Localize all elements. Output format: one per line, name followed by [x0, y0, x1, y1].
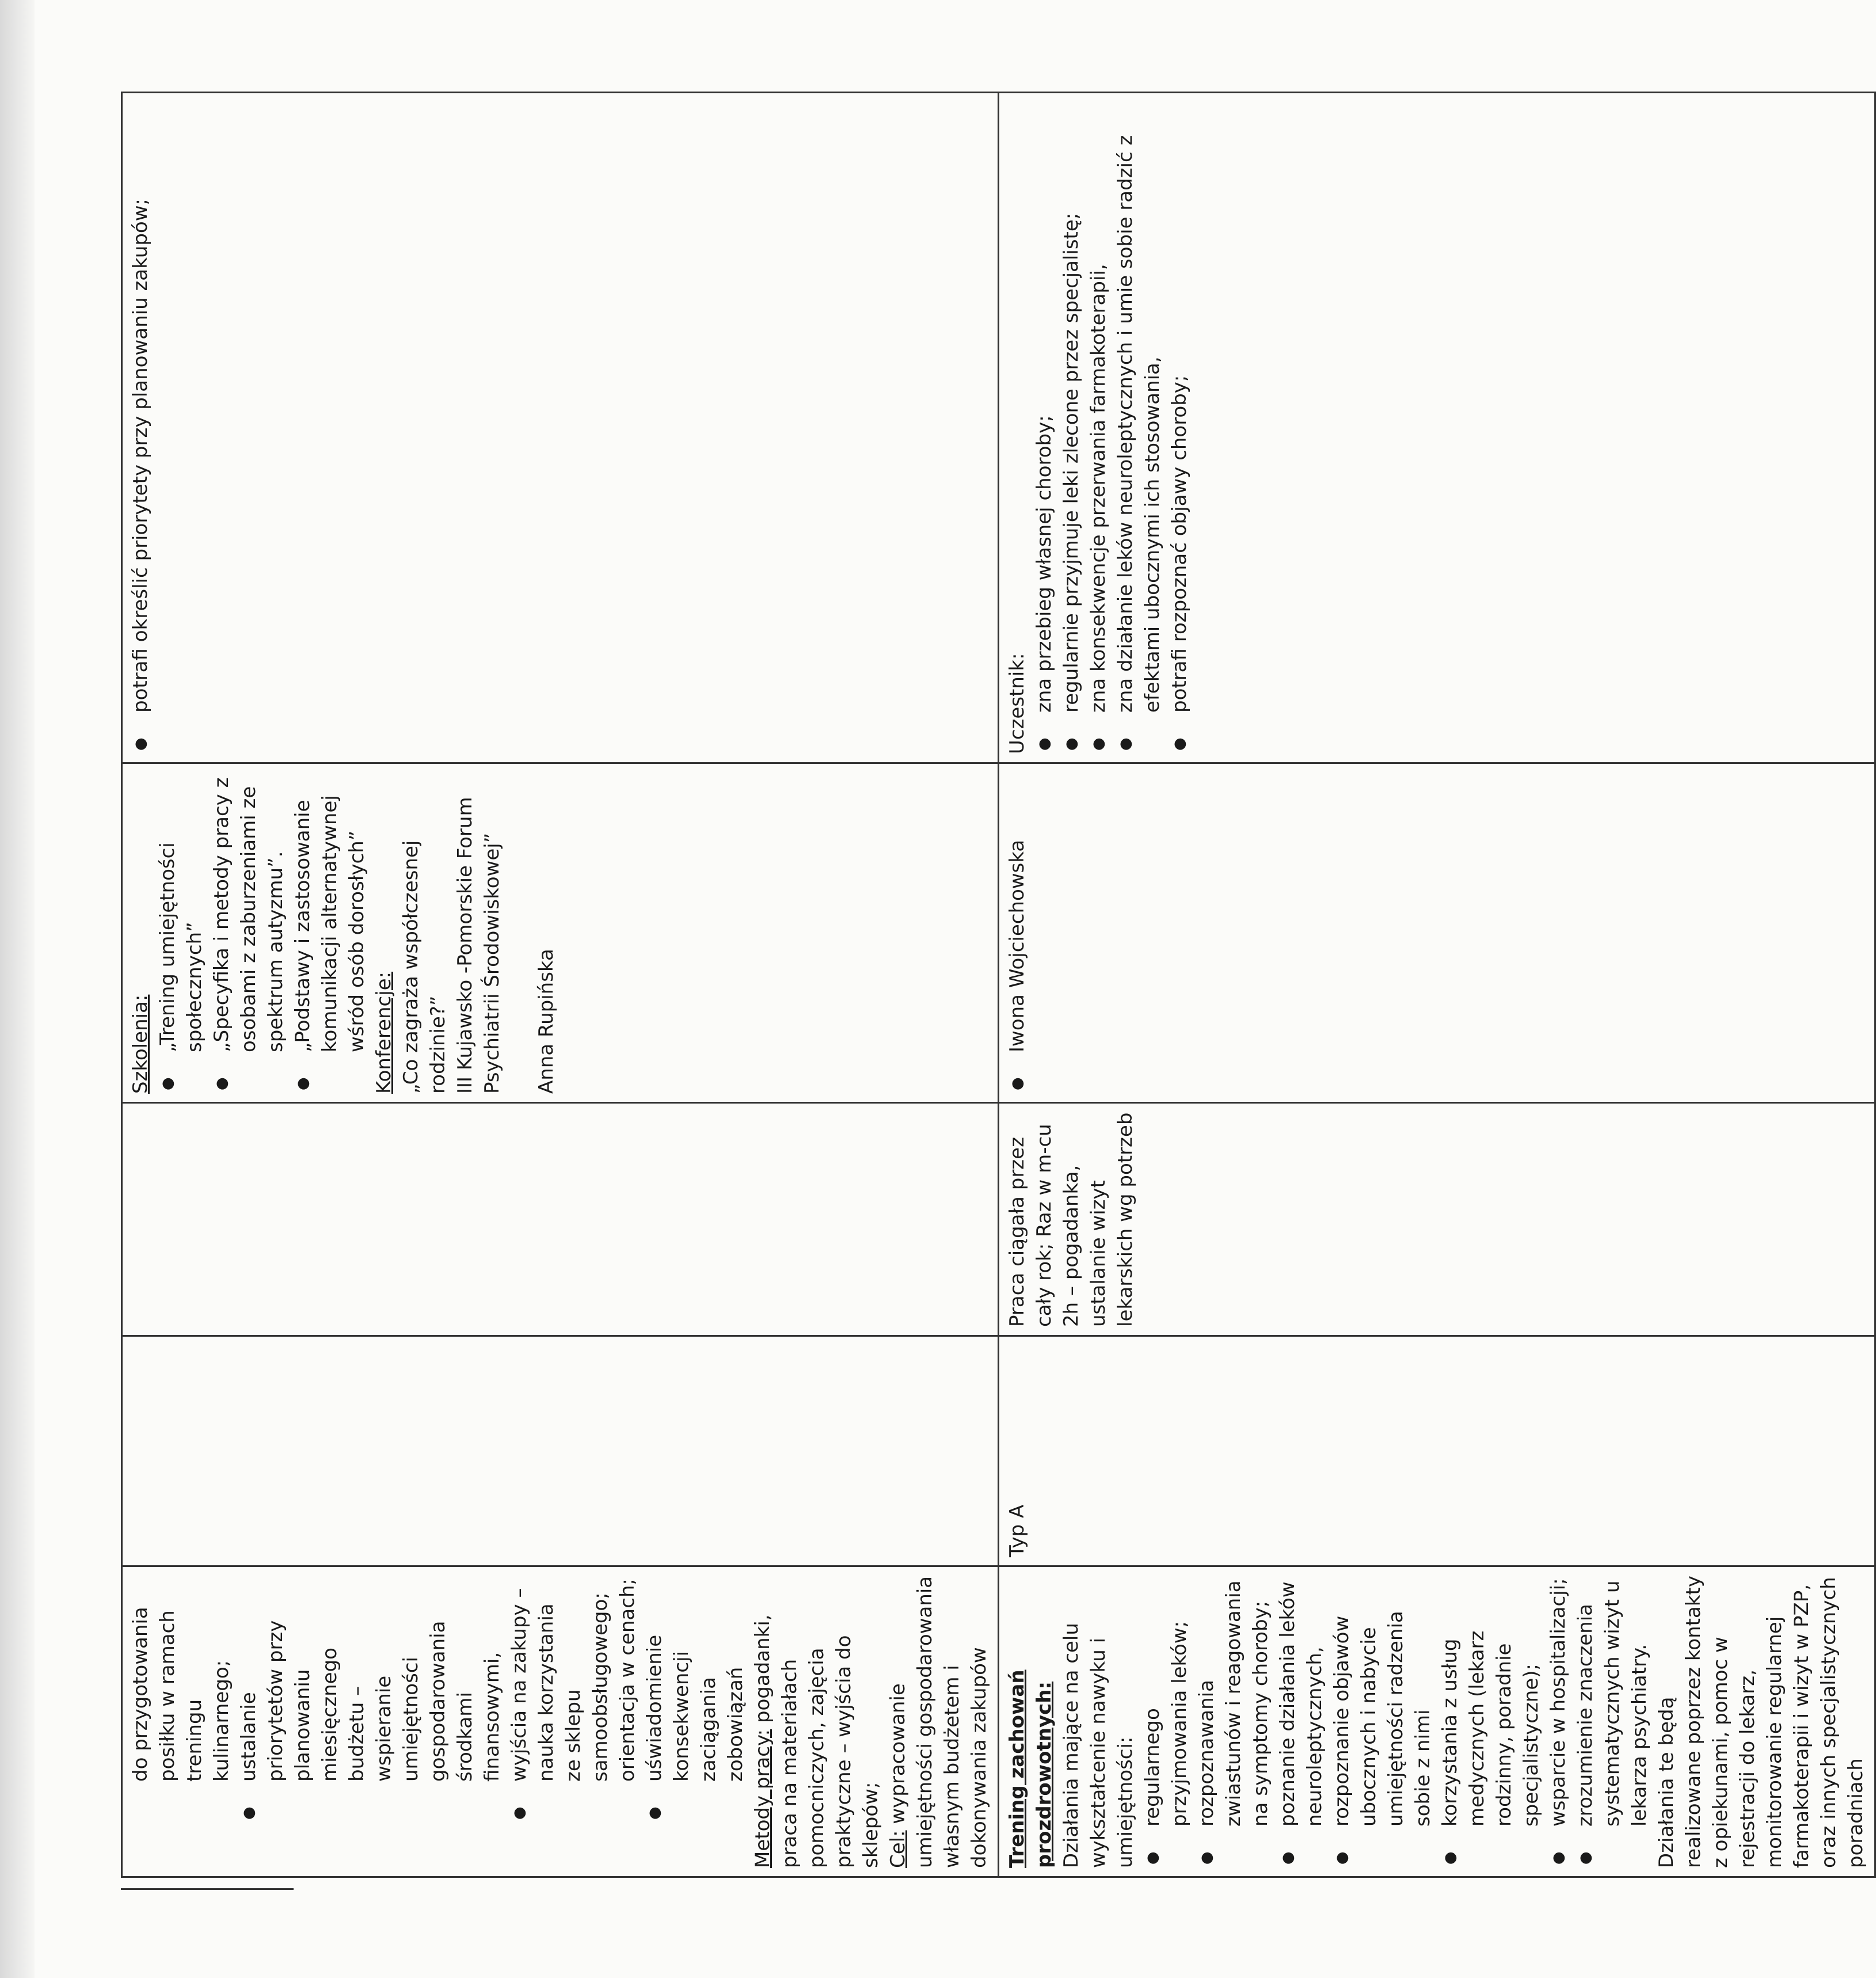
goal-label: Cel: — [886, 1830, 910, 1868]
list-item: ● wsparcie w hospitalizacji; — [1545, 1575, 1572, 1868]
list-item: ● rozpoznanie objawów ubocznych i nabycie umiejętności radzenia sobie z nimi — [1329, 1575, 1437, 1868]
cell-schedule-empty — [122, 1103, 999, 1336]
schedule-text: Praca ciągała przez cały rok; Raz w m-cu 2h – pogadanka, ustalanie wizyt lekarskich wg potrzeb — [1006, 1112, 1137, 1327]
list-item: ● „Specyfika i metody pracy z osobami z zaburzeniami ze spektrum autyzmu”. — [208, 772, 290, 1094]
cell-type — [999, 1336, 1875, 1566]
activity-bullets — [1139, 1575, 1653, 1868]
conference-item: „Co zagraża współczesnej rodzinie?” — [399, 840, 450, 1094]
rotated-document — [121, 93, 1867, 1878]
list-item: ● korzystania z usług medycznych (lekarz rodzinny, poradnie specjalistyczne); — [1437, 1575, 1545, 1868]
cell-type-empty — [122, 1336, 999, 1566]
list-item: ● ustalanie priorytetów przy planowaniu miesięcznego budżetu – wspieranie umiejętności gospodarowania środkami finansowymi, — [235, 1575, 506, 1868]
scan-shadow-edge — [0, 0, 35, 1978]
goal-paragraph — [885, 1575, 993, 1868]
conferences-label: Konferencje: — [372, 971, 395, 1094]
list-item: ● uświadomienie konsekwencji zaciągania zobowiązań — [641, 1575, 749, 1868]
section-outro: Działania te będą realizowane poprzez kontakty z opiekunami, pomoc w rejestracji do lekarz, monitorowanie regularnej farmakoterapii i wizyt w PZP, oraz innych specjalistycznych poradniach — [1655, 1576, 1867, 1868]
cell-outcomes — [999, 93, 1875, 763]
list-item: ● poznanie działania leków neuroleptycznych, — [1274, 1575, 1329, 1868]
list-item: ● potrafi rozpoznać objawy choroby; — [1166, 101, 1193, 754]
list-item: ● zrozumienie znaczenia systematycznych wizyt u lekarza psychiatry. — [1572, 1575, 1653, 1868]
cell-activities — [122, 1566, 999, 1877]
list-item: ● potrafi określić priorytety przy planowaniu zakupów; — [127, 101, 154, 754]
list-item: ● regularnie przyjmuje leki zlecone przez specjalistę; — [1058, 101, 1085, 754]
list-item: ● „Trening umiejętności społecznych” — [154, 772, 208, 1094]
cell-staff — [999, 763, 1875, 1103]
table-row — [999, 93, 1875, 1877]
conference-item: III Kujawsko -Pomorskie Forum Psychiatrii Środowiskowej” — [454, 797, 504, 1094]
methods-text: pogadanki, praca na materiałach pomocniczych, zajęcia praktyczne – wyjścia do sklepów; — [751, 1614, 882, 1868]
cell-schedule — [999, 1103, 1875, 1336]
list-item: ● „Podstawy i zastosowanie komunikacji alternatywnej wśród osób dorosłych” — [290, 772, 371, 1094]
outcomes-intro: Uczestnik: — [1006, 653, 1029, 754]
table-row — [122, 93, 999, 1877]
outcomes-list — [1031, 101, 1193, 754]
list-item: ● zna przebieg własnej choroby; — [1031, 101, 1058, 754]
page-rule — [121, 1888, 294, 1890]
plan-table — [121, 92, 1876, 1878]
section-title: Trening zachowań prozdrowotnych: — [1006, 1669, 1056, 1868]
activity-bullets — [235, 1575, 749, 1868]
list-item: ● Iwona Wojciechowska — [1004, 772, 1031, 1094]
cell-staff — [122, 763, 999, 1103]
outcomes-list — [127, 101, 154, 754]
cell-activities — [999, 1566, 1875, 1877]
methods-label: Metody pracy: — [751, 1729, 774, 1868]
list-item: ● zna konsekwencje przerwania farmakoterapii, — [1085, 101, 1112, 754]
activity-text: do przygotowania posiłku w ramach treningu kulinarnego; — [129, 1607, 233, 1782]
type-value: Typ A — [1006, 1504, 1029, 1557]
trainings-label: Szkolenia: — [129, 994, 152, 1094]
list-item: ● regularnego przyjmowania leków; — [1139, 1575, 1193, 1868]
trainings-list — [154, 772, 371, 1094]
list-item: ● zna działanie leków neuroleptycznych i umie sobie radzić z efektami ubocznymi ich stosowania, — [1112, 101, 1166, 754]
list-item: ● wyjścia na zakupy –nauka korzystania ze sklepu samoobsługowego; orientacja w cenach; — [506, 1575, 641, 1868]
staff-name: Anna Rupińska — [535, 949, 558, 1094]
goal-text: wypracowanie umiejętności gospodarowania własnym budżetem i dokonywania zakupów — [886, 1576, 991, 1868]
cell-outcomes — [122, 93, 999, 763]
methods-paragraph — [749, 1575, 885, 1868]
list-item: ● rozpoznawania zwiastunów i reagowania na symptomy choroby; — [1193, 1575, 1274, 1868]
staff-list — [1004, 772, 1031, 1094]
section-intro: Działania mające na celu wykształcenie nawyku i umiejętności: — [1060, 1623, 1137, 1868]
